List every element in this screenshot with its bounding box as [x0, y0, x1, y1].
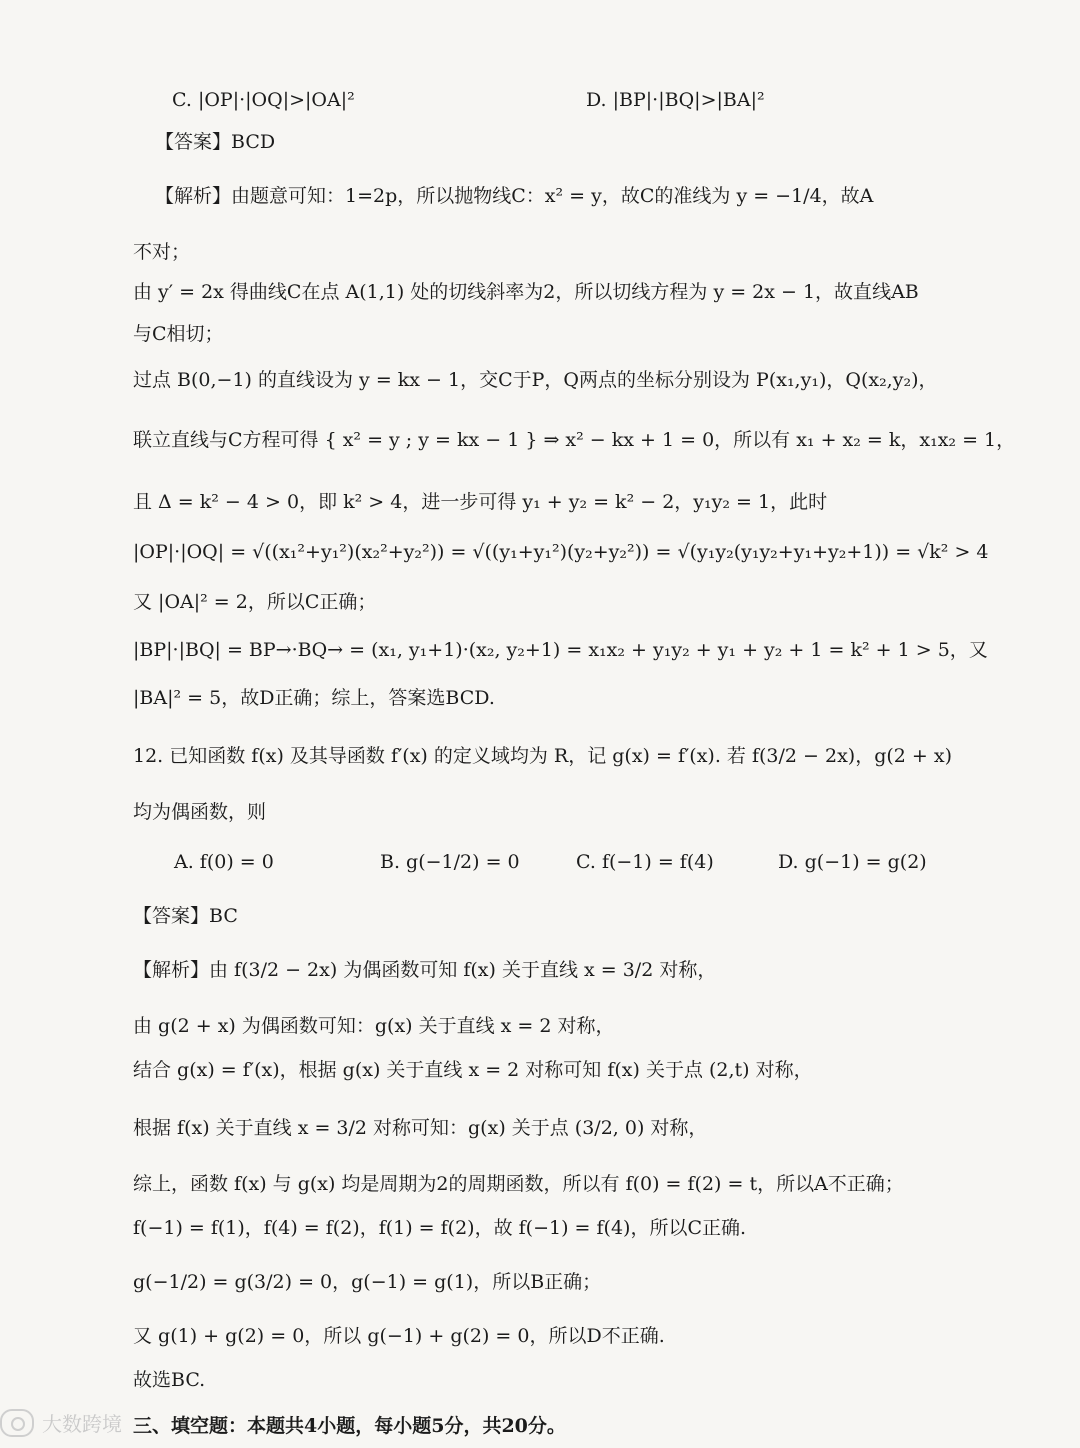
- watermark-logo-icon: [0, 1409, 34, 1437]
- q12-analysis-line-4: 根据 f(x) 关于直线 x = 3/2 对称可知：g(x) 关于点 (3/2, 0) 对称，: [133, 1117, 708, 1139]
- q11-analysis-line-4: 与C相切；: [133, 323, 224, 345]
- q12-option-d: D. g(−1) = g(2): [778, 851, 927, 873]
- q12-option-a: A. f(0) = 0: [174, 851, 274, 873]
- q11-answer: 【答案】BCD: [155, 131, 276, 153]
- q11-analysis-line-9: 又 |OA|² = 2，所以C正确；: [133, 591, 377, 613]
- section-3-heading: 三、填空题：本题共4小题，每小题5分，共20分。: [133, 1415, 566, 1437]
- q12-analysis-line-9: 故选BC.: [133, 1369, 206, 1391]
- q12-stem-line-1: 12. 已知函数 f(x) 及其导函数 f′(x) 的定义域均为 R，记 g(x) = f′(x). 若 f(3/2 − 2x)，g(2 + x): [133, 745, 952, 767]
- q12-option-c: C. f(−1) = f(4): [576, 851, 714, 873]
- watermark: [0, 1408, 122, 1437]
- q11-analysis-line-8: |OP|·|OQ| = √((x₁²+y₁²)(x₂²+y₂²)) = √((y₁+y₁²)(y₂+y₂²)) = √(y₁y₂(y₁y₂+y₁+y₂+1)) = √k² > 4: [133, 541, 989, 563]
- q11-analysis-line-2: 不对；: [133, 241, 191, 263]
- q12-analysis-line-8: 又 g(1) + g(2) = 0，所以 g(−1) + g(2) = 0，所以D不正确.: [133, 1325, 665, 1347]
- watermark-text: 大数跨境: [42, 1412, 122, 1436]
- q11-option-d: D. |BP|·|BQ|>|BA|²: [586, 89, 765, 111]
- q12-analysis-line-2: 由 g(2 + x) 为偶函数可知：g(x) 关于直线 x = 2 对称，: [133, 1015, 615, 1037]
- q11-analysis-line-3: 由 y′ = 2x 得曲线C在点 A(1,1) 处的切线斜率为2，所以切线方程为 y = 2x − 1，故直线AB: [133, 281, 919, 303]
- q11-analysis-line-7: 且 Δ = k² − 4 > 0，即 k² > 4，进一步可得 y₁ + y₂ = k² − 2，y₁y₂ = 1，此时: [133, 491, 828, 513]
- q12-answer: 【答案】BC: [133, 905, 238, 927]
- q12-analysis-line-7: g(−1/2) = g(3/2) = 0，g(−1) = g(1)，所以B正确；: [133, 1271, 602, 1293]
- q12-analysis-line-6: f(−1) = f(1)，f(4) = f(2)，f(1) = f(2)，故 f(−1) = f(4)，所以C正确.: [133, 1217, 747, 1239]
- q12-option-b: B. g(−1/2) = 0: [380, 851, 520, 873]
- q11-analysis-line-10: |BP|·|BQ| = BP→·BQ→ = (x₁, y₁+1)·(x₂, y₂+1) = x₁x₂ + y₁y₂ + y₁ + y₂ + 1 = k² + 1 > 5，又: [133, 639, 988, 661]
- q11-analysis-line-11: |BA|² = 5，故D正确；综上，答案选BCD.: [133, 687, 495, 709]
- q12-analysis-line-3: 结合 g(x) = f′(x)，根据 g(x) 关于直线 x = 2 对称可知 f(x) 关于点 (2,t) 对称，: [133, 1059, 813, 1081]
- q11-option-c: C. |OP|·|OQ|>|OA|²: [172, 89, 355, 111]
- q12-analysis-line-5: 综上，函数 f(x) 与 g(x) 均是周期为2的周期函数，所以有 f(0) = f(2) = t，所以A不正确；: [133, 1173, 904, 1195]
- q11-analysis-line-5: 过点 B(0,−1) 的直线设为 y = kx − 1，交C于P，Q两点的坐标分别设为 P(x₁,y₁)，Q(x₂,y₂)，: [133, 369, 938, 391]
- q12-stem-line-2: 均为偶函数，则: [133, 801, 267, 823]
- q11-analysis-line-6: 联立直线与C方程可得 { x² = y ; y = kx − 1 } ⇒ x² − kx + 1 = 0，所以有 x₁ + x₂ = k，x₁x₂ = 1，: [133, 429, 1016, 451]
- q11-analysis-line-1: 【解析】由题意可知：1=2p，所以抛物线C：x² = y，故C的准线为 y = −1/4，故A: [155, 185, 874, 207]
- q12-analysis-line-1: 【解析】由 f(3/2 − 2x) 为偶函数可知 f(x) 关于直线 x = 3/2 对称，: [133, 959, 717, 981]
